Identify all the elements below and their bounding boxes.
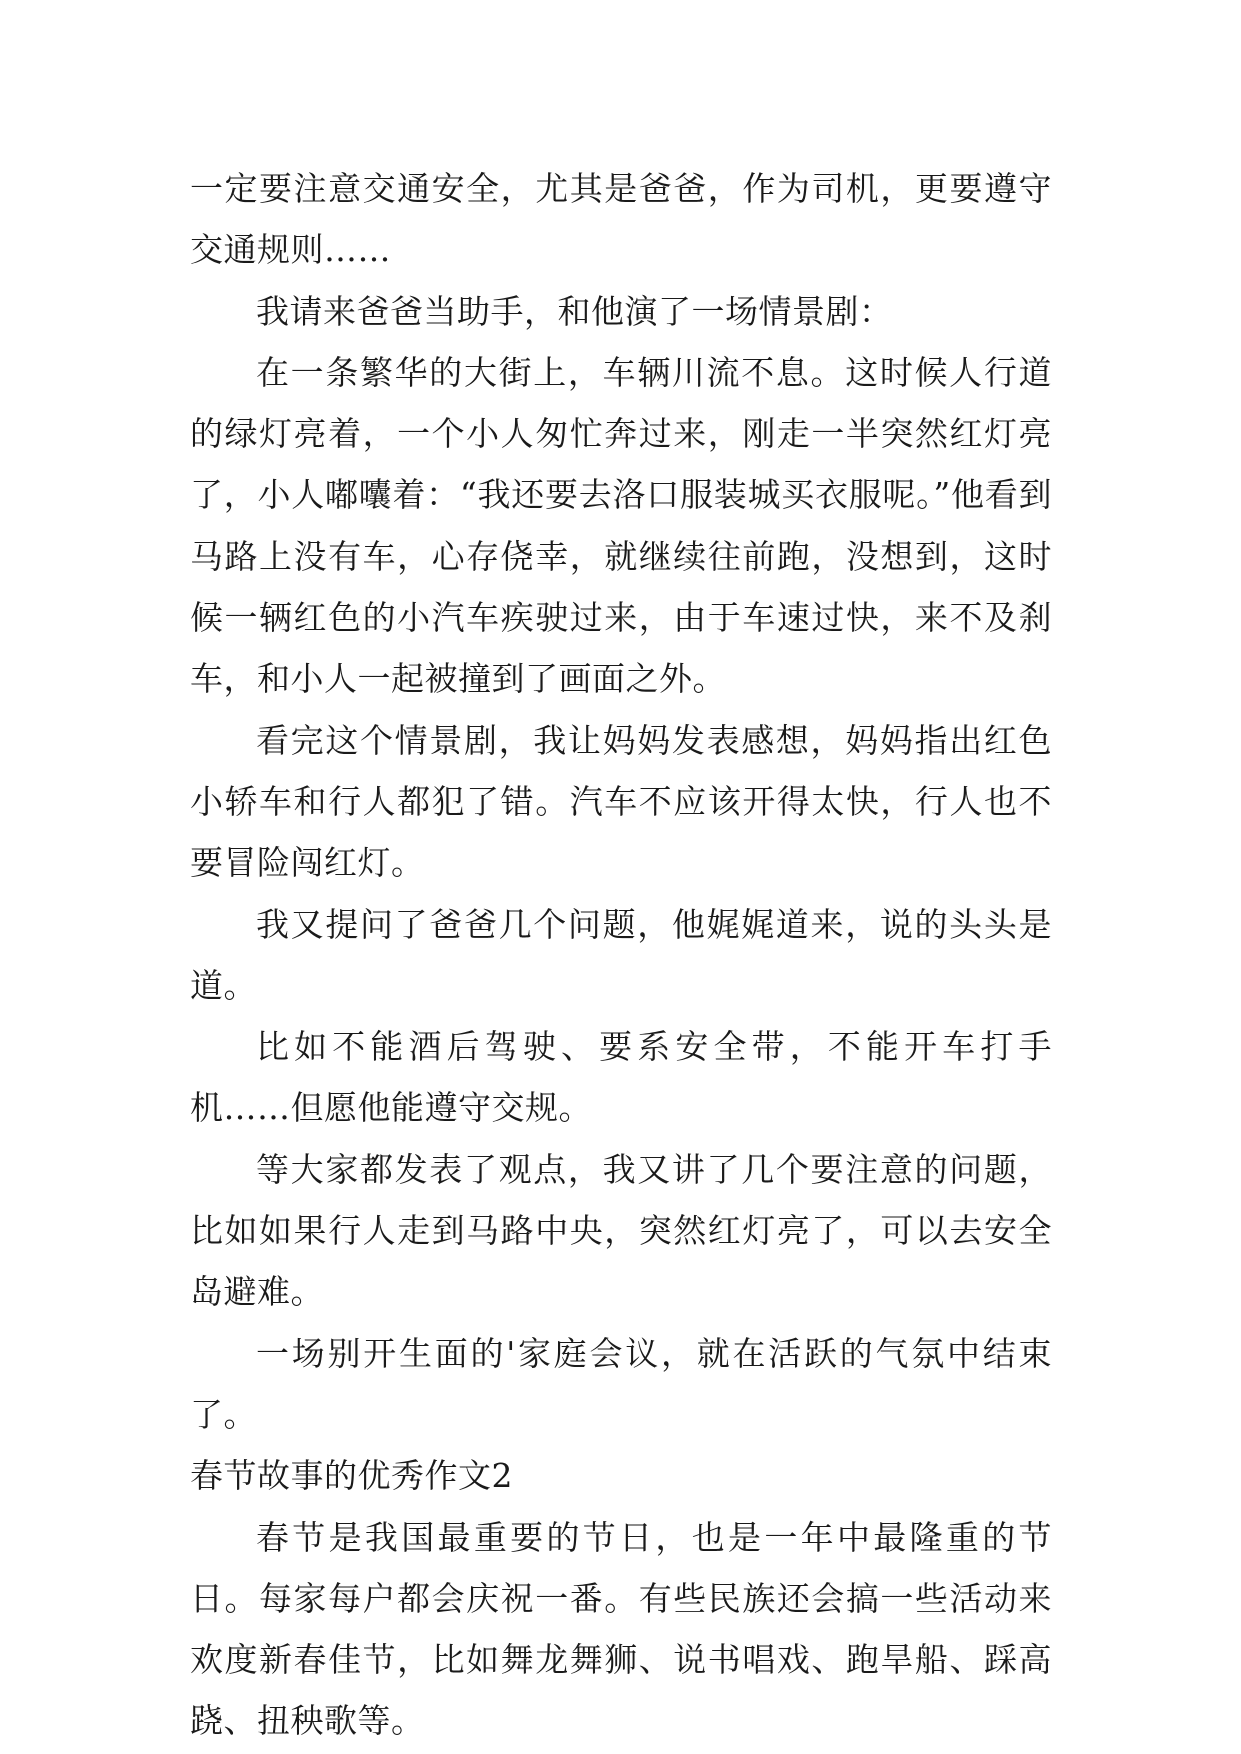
essay-paragraph: 比如不能酒后驾驶、要系安全带，不能开车打手机……但愿他能遵守交规。 — [190, 1027, 1052, 1128]
essay-paragraph: 我请来爸爸当助手，和他演了一场情景剧： — [256, 291, 893, 331]
essay-paragraph: 我又提问了爸爸几个问题，他娓娓道来，说的头头是道。 — [190, 904, 1052, 1005]
section-heading: 春节故事的优秀作文2 — [190, 1456, 513, 1496]
essay-paragraph: 等大家都发表了观点，我又讲了几个要注意的问题，比如如果行人走到马路中央，突然红灯亮了，可以去安全岛避难。 — [190, 1149, 1052, 1312]
essay-paragraph: 春节是我国最重要的节日，也是一年中最隆重的节日。每家每户都会庆祝一番。有些民族还会搞一些活动来欢度新春佳节，比如舞龙舞狮、说书唱戏、跑旱船、踩高跷、扭秧歌等。 — [190, 1517, 1052, 1741]
essay-paragraph: 看完这个情景剧，我让妈妈发表感想，妈妈指出红色小轿车和行人都犯了错。汽车不应该开得太快，行人也不要冒险闯红灯。 — [190, 720, 1052, 883]
essay-body — [190, 158, 1052, 1752]
essay-paragraph: 在一条繁华的大街上，车辆川流不息。这时候人行道的绿灯亮着，一个小人匆忙奔过来，刚走一半突然红灯亮了，小人嘟囔着：“我还要去洛口服装城买衣服呢。”他看到马路上没有车，心存侥幸，就继续往前跑，没想到，这时候一辆红色的小汽车疾驶过来，由于车速过快，来不及刹车，和小人一起被撞到了画面之外。 — [190, 352, 1052, 699]
essay-paragraph: 一定要注意交通安全，尤其是爸爸，作为司机，更要遵守交通规则…… — [190, 169, 1052, 270]
essay-paragraph: 一场别开生面的'家庭会议，就在活跃的气氛中结束了。 — [190, 1333, 1052, 1434]
